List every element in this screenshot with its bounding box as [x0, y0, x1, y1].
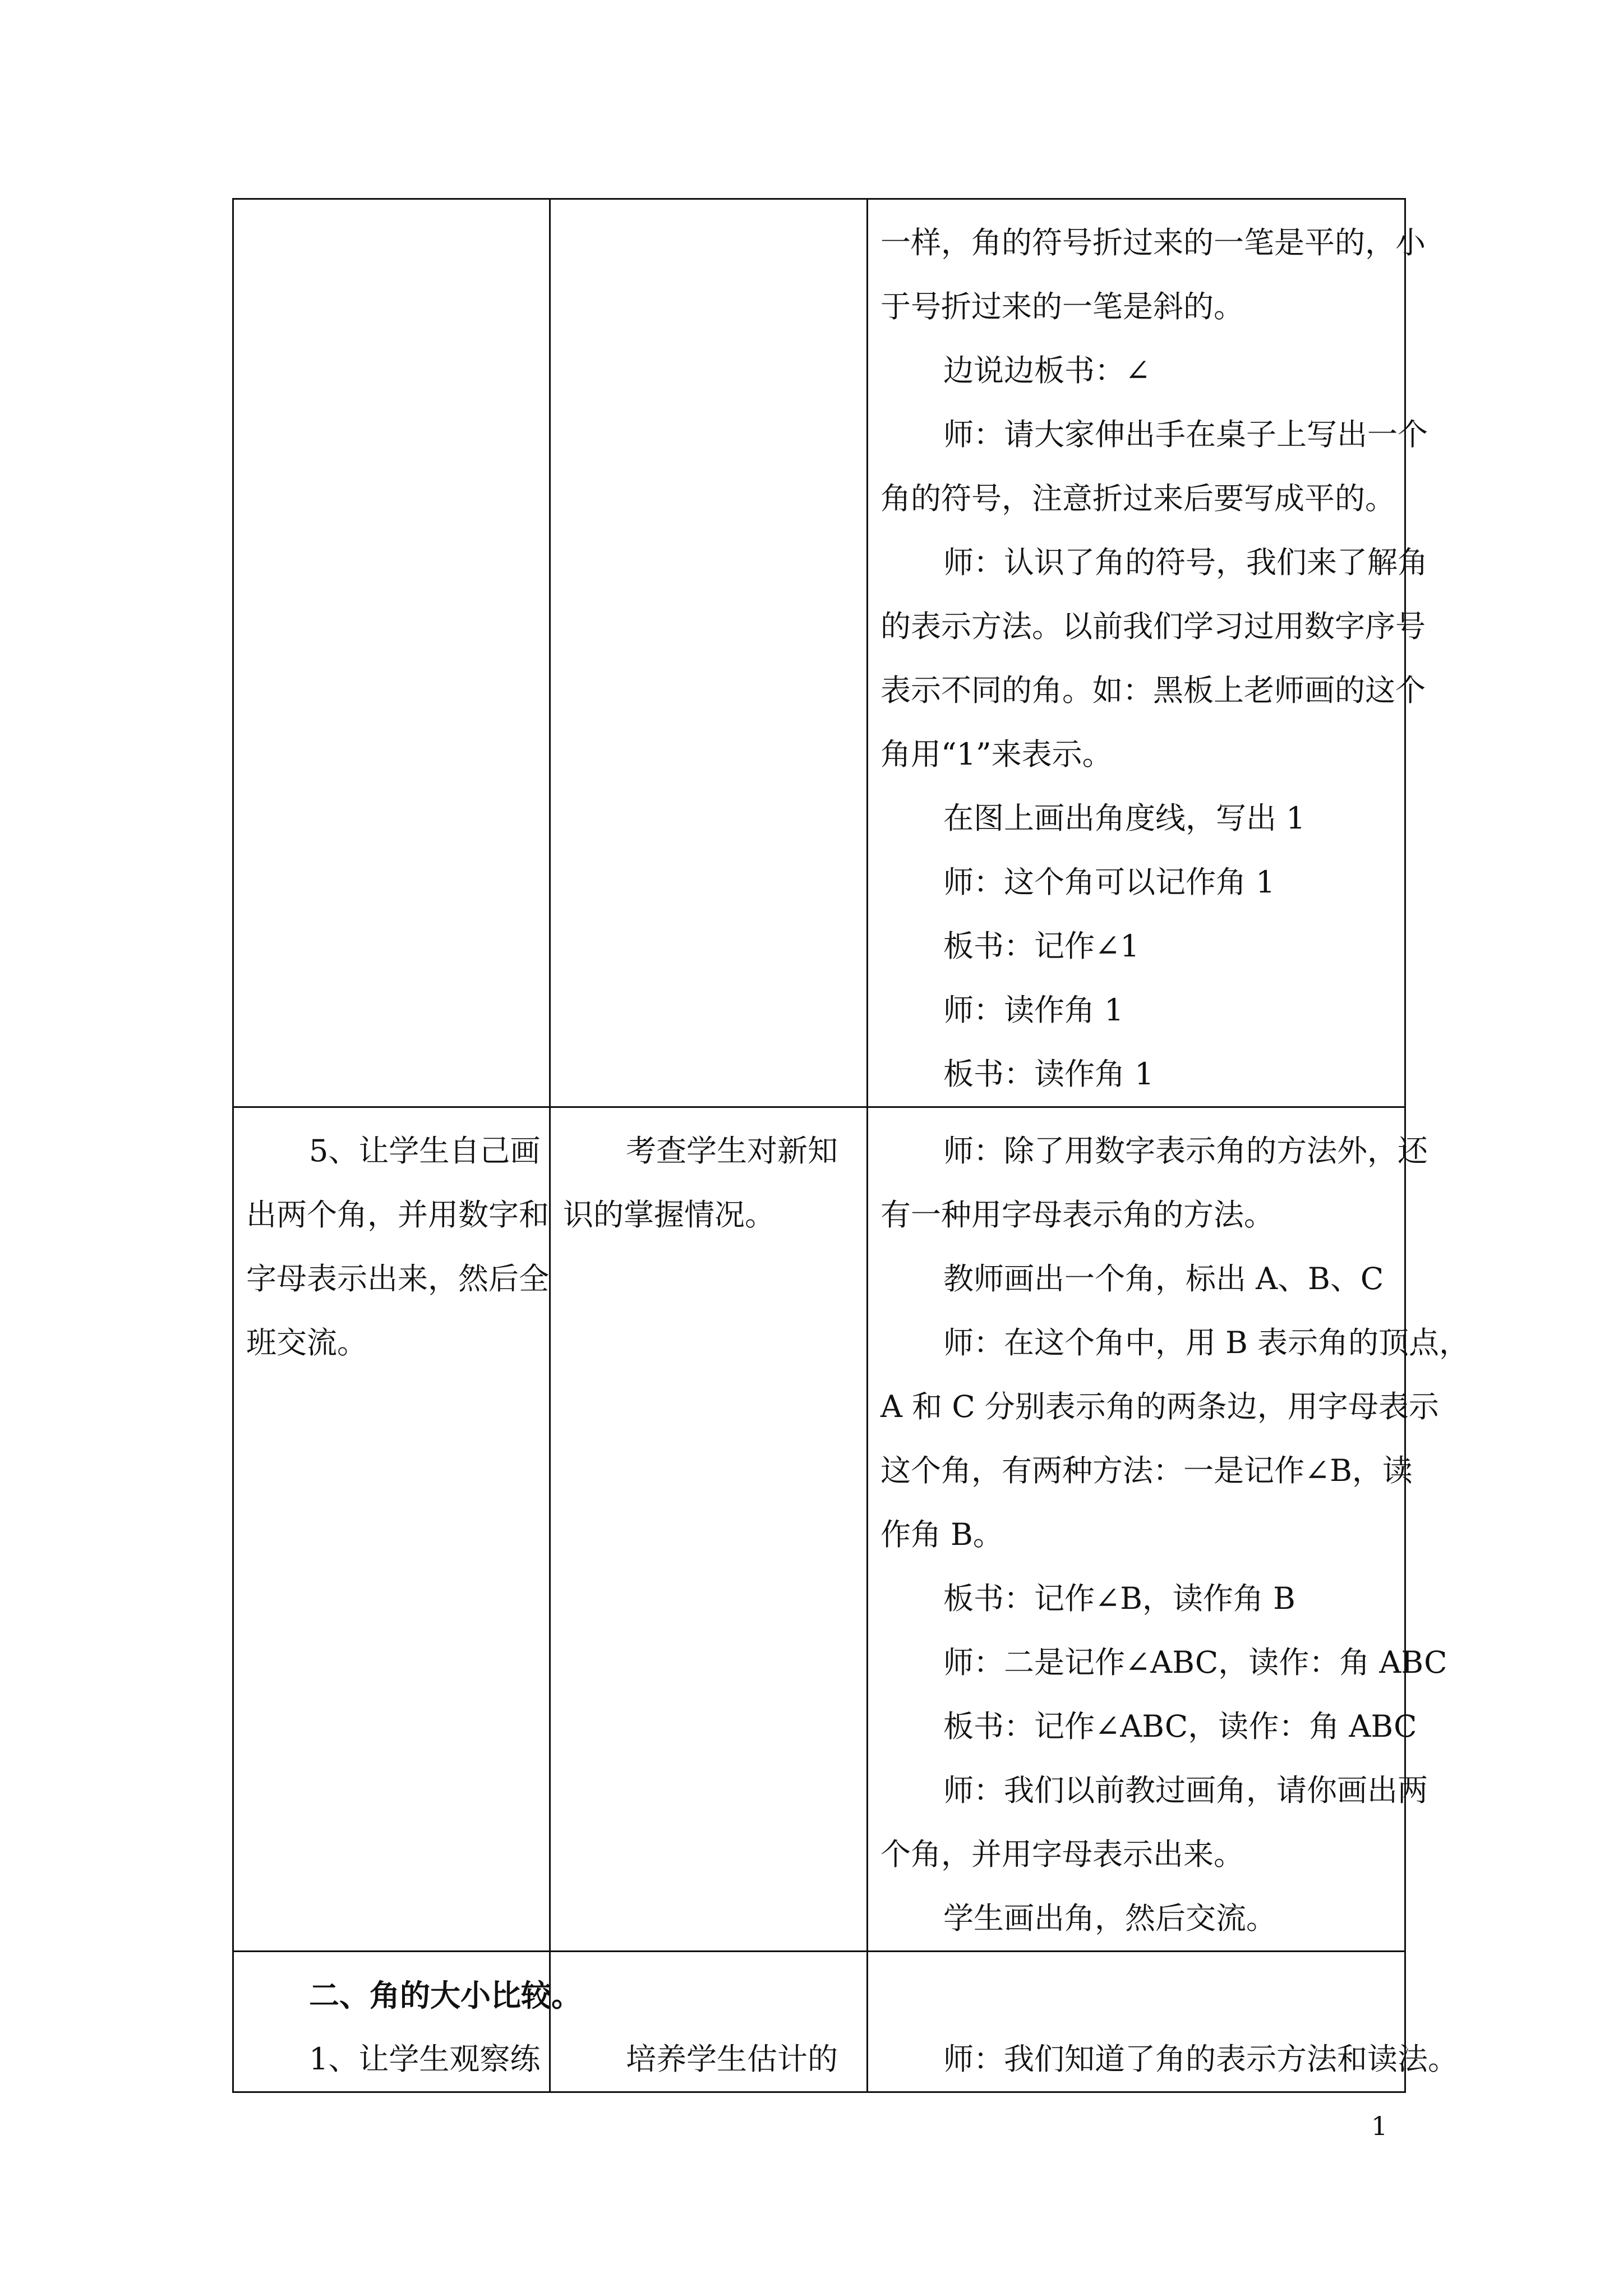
- text-line: 师：在这个角中，用 B 表示角的顶点，: [943, 1325, 1470, 1360]
- text-line: 出两个角，并用数字和: [246, 1197, 549, 1232]
- text-line: 师：请大家伸出手在桌子上写出一个: [943, 417, 1428, 452]
- section-heading: 二、角的大小比较。: [309, 1977, 582, 2013]
- intent-cell: [550, 1952, 868, 2092]
- process-cell: [868, 199, 1428, 1107]
- text-line: 一样，角的符号折过来的一笔是平的，小: [880, 225, 1426, 260]
- intent-cell: [550, 1107, 868, 1952]
- process-cell: [868, 1952, 1458, 2092]
- text-line: 师：读作角 1: [943, 992, 1124, 1028]
- text-line: 板书：读作角 1: [943, 1056, 1154, 1092]
- text-line: 班交流。: [246, 1325, 367, 1360]
- table-row: [233, 1952, 1405, 2092]
- text-line: 师：除了用数字表示角的方法外，还: [943, 1133, 1428, 1168]
- text-line: [880, 1963, 1392, 2027]
- text-line: 作角 B。: [880, 1517, 1003, 1552]
- activity-cell: [233, 1952, 582, 2092]
- text-line: 师：认识了角的符号，我们来了解角: [943, 545, 1428, 580]
- text-line: [563, 1963, 854, 2027]
- process-cell: [868, 1107, 1470, 1952]
- text-line: 师：我们以前教过画角，请你画出两: [943, 1773, 1428, 1808]
- text-line: 角的符号，注意折过来后要写成平的。: [880, 481, 1395, 516]
- table-row: [233, 199, 1405, 1107]
- text-line: 学生画出角，然后交流。: [943, 1901, 1276, 1936]
- text-line: 板书：记作∠B，读作角 B: [943, 1581, 1295, 1616]
- text-line: 个角，并用字母表示出来。: [880, 1837, 1244, 1872]
- text-line: 师：二是记作∠ABC，读作：角 ABC: [943, 1645, 1447, 1680]
- text-line: 板书：记作∠ABC，读作：角 ABC: [943, 1709, 1417, 1744]
- text-line: 教师画出一个角，标出 A、B、C: [943, 1261, 1384, 1296]
- text-line: 角用“1”来表示。: [880, 737, 1113, 772]
- text-line: 5、让学生自己画: [309, 1133, 541, 1168]
- text-line: 边说边板书：∠: [943, 353, 1151, 388]
- text-line: 于号折过来的一笔是斜的。: [880, 289, 1244, 324]
- text-line: 1、让学生观察练: [309, 2041, 541, 2077]
- page-number: 1: [1371, 2111, 1388, 2141]
- text-line: 的表示方法。以前我们学习过用数字序号: [880, 609, 1426, 644]
- text-line: 有一种用字母表示角的方法。: [880, 1197, 1274, 1232]
- text-line: 这个角，有两种方法：一是记作∠B，读: [880, 1453, 1413, 1488]
- activity-cell: [233, 1107, 550, 1952]
- activity-cell: [233, 199, 550, 1107]
- text-line: 在图上画出角度线，写出 1: [943, 800, 1306, 836]
- text-line: 表示不同的角。如：黑板上老师画的这个: [880, 673, 1426, 708]
- text-line: A 和 C 分别表示角的两条边，用字母表示: [880, 1389, 1439, 1424]
- text-line: 师：我们知道了角的表示方法和读法。: [943, 2041, 1458, 2077]
- text-line: 师：这个角可以记作角 1: [943, 864, 1275, 900]
- text-line: 板书：记作∠1: [943, 928, 1140, 964]
- intent-cell: [550, 199, 868, 1107]
- text-line: 考查学生对新知: [626, 1133, 838, 1168]
- table-row: [233, 1107, 1405, 1952]
- lesson-plan-table: [232, 198, 1470, 2093]
- text-line: 字母表示出来，然后全: [246, 1261, 549, 1296]
- text-line: 识的掌握情况。: [563, 1197, 775, 1232]
- text-line: 培养学生估计的: [626, 2041, 838, 2077]
